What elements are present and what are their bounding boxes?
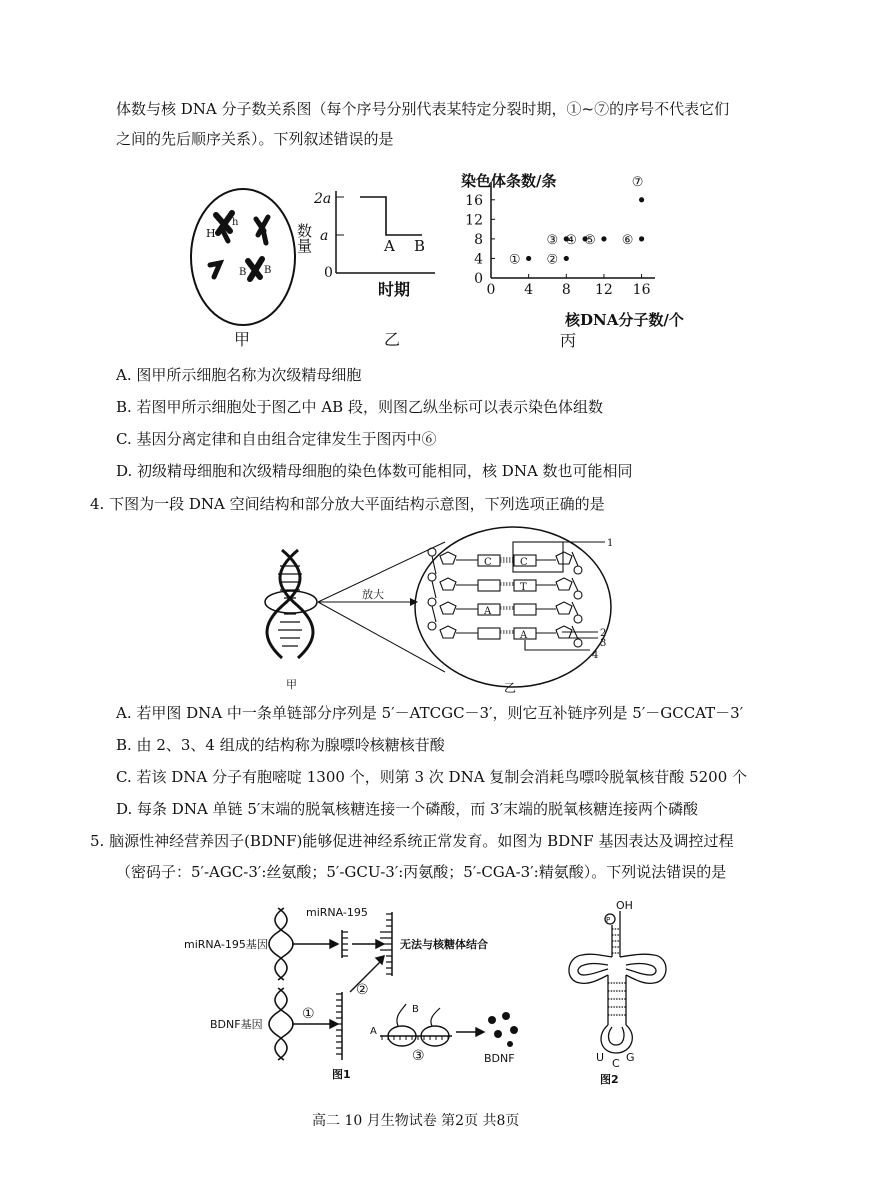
- blocked-label: 无法与核糖体结合: [400, 938, 488, 951]
- gene-label-h: h: [232, 217, 239, 228]
- step-3-label: ③: [412, 1048, 425, 1064]
- chart-point-label: ④: [565, 232, 577, 248]
- gene-label-B2: B: [264, 265, 272, 276]
- q4-dna-figure: [260, 522, 630, 697]
- base-right-4-A: A: [520, 630, 528, 641]
- gene-label-H: H: [206, 227, 216, 240]
- page-footer: 高二 10 月生物试卷 第2页 共8页: [312, 1113, 520, 1129]
- chart-point-label: ③: [546, 232, 559, 248]
- q5-figure-2-trna: [560, 895, 680, 1085]
- yi-ytick-0: 0: [324, 265, 333, 281]
- chart-point: [639, 236, 644, 241]
- trna-p-label: P: [606, 916, 611, 924]
- gene-label-B1: B: [239, 267, 247, 278]
- chart-xtick-label: 16: [632, 282, 651, 298]
- base-right-1-C: C: [520, 557, 528, 568]
- step-1-label: ①: [302, 1006, 315, 1022]
- chart-point: [639, 197, 644, 202]
- yi-xlabel: 时期: [378, 280, 411, 299]
- figure-bing-caption: 丙: [560, 331, 577, 350]
- label-2: 2: [600, 628, 607, 639]
- chart-point-label: ②: [546, 252, 559, 268]
- figure-bing-scatter: [455, 168, 705, 353]
- q5-stem-line-1: 5. 脑源性神经营养因子(BDNF)能够促进神经系统正常发育。如图为 BDNF 基因表达及调控过程: [90, 832, 734, 850]
- base-left-1: C: [484, 557, 492, 568]
- intro-line-1: 体数与核 DNA 分子数关系图（每个序号分别代表某特定分裂时期，①~⑦的序号不代表它们: [116, 100, 730, 118]
- q4-arrow-label: 放大: [362, 588, 384, 601]
- step-2-label: ②: [356, 982, 369, 998]
- chart-point-label: ⑤: [584, 232, 596, 248]
- figure-jia-caption: 甲: [234, 330, 251, 349]
- label-3: 3: [600, 638, 607, 649]
- gene-mirna195-label: miRNA-195基因: [184, 938, 268, 951]
- chart-point-label: ①: [508, 252, 521, 268]
- q3-option-d: D. 初级精母细胞和次级精母细胞的染色体数可能相同，核 DNA 数也可能相同: [116, 462, 633, 480]
- chart-ytick-label: 8: [474, 231, 483, 248]
- yi-label-B: B: [414, 237, 426, 255]
- chart-ytick-label: 16: [465, 192, 483, 209]
- chart-point: [526, 256, 531, 261]
- trna-oh-label: OH: [616, 899, 633, 912]
- q4-stem: 4. 下图为一段 DNA 空间结构和部分放大平面结构示意图，下列选项正确的是: [90, 495, 605, 513]
- chart-point: [564, 256, 569, 261]
- yi-ytick-2a: 2a: [314, 191, 332, 207]
- yi-label-A: A: [384, 237, 395, 255]
- chart-ytick-label: 0: [474, 271, 483, 287]
- chart-point: [601, 236, 606, 241]
- figure-1-caption: 图1: [332, 1068, 351, 1081]
- anticodon-U: U: [596, 1051, 605, 1064]
- chart-xtick-label: 8: [561, 282, 571, 298]
- chart-point-label: ⑥: [621, 232, 634, 248]
- base-right-2-T: T: [520, 582, 527, 593]
- label-A: A: [370, 1026, 377, 1037]
- q3-option-c: C. 基因分离定律和自由组合定律发生于图丙中⑥: [116, 430, 437, 448]
- chart-ytick-label: 4: [474, 251, 483, 268]
- q5-stem-line-2: （密码子：5′-AGC-3′:丝氨酸；5′-GCU-3′:丙氨酸；5′-CGA-3′:精氨酸）。下列说法错误的是: [116, 863, 727, 881]
- chart-ytick-label: 12: [465, 212, 483, 229]
- anticodon-C: C: [612, 1057, 620, 1070]
- figure-2-caption: 图2: [600, 1073, 619, 1086]
- q4-option-d: D. 每条 DNA 单链 5′末端的脱氧核糖连接一个磷酸，而 3′末端的脱氧核糖连接两个磷酸: [116, 800, 698, 818]
- dna-helix-icon: [265, 550, 317, 658]
- q4-option-a: A. 若甲图 DNA 中一条单链部分序列是 5′－ATCGC－3′，则它互补链序列是 5′－GCCAT－3′: [116, 704, 744, 722]
- mirna195-label: miRNA-195: [306, 906, 368, 919]
- figure-yi-graph: [295, 183, 440, 349]
- chart-xlabel: 核DNA分子数/个: [565, 311, 684, 329]
- yi-ylabel: 数量: [295, 223, 313, 253]
- intro-line-2: 之间的先后顺序关系）。下列叙述错误的是: [116, 130, 394, 148]
- q4-option-b: B. 由 2、3、4 组成的结构称为腺嘌呤核糖核苷酸: [116, 736, 445, 754]
- q3-option-b: B. 若图甲所示细胞处于图乙中 AB 段，则图乙纵坐标可以表示染色体组数: [116, 398, 603, 416]
- chart-xtick-label: 12: [595, 282, 613, 298]
- q3-option-a: A. 图甲所示细胞名称为次级精母细胞: [116, 366, 362, 384]
- chart-ylabel: 染色体条数/条: [461, 172, 557, 190]
- q4-option-c: C. 若该 DNA 分子有胞嘧啶 1300 个，则第 3 次 DNA 复制会消耗鸟嘌呤脱氧核苷酸 5200 个: [116, 768, 748, 786]
- gene-bdnf-label: BDNF基因: [210, 1018, 263, 1031]
- base-left-3-A: A: [484, 606, 492, 617]
- chart-point-label: ⑦: [631, 174, 644, 190]
- product-label: BDNF: [484, 1052, 515, 1065]
- label-1: 1: [607, 538, 614, 549]
- chart-xtick-label: 0: [486, 282, 496, 298]
- label-4: 4: [592, 650, 599, 661]
- figure-jia-cell: [188, 185, 300, 349]
- yi-ytick-a: a: [320, 228, 329, 244]
- label-B: B: [412, 1004, 419, 1015]
- q4-label-jia: 甲: [286, 678, 297, 691]
- figure-yi-caption: 乙: [384, 330, 401, 349]
- anticodon-G: G: [626, 1051, 635, 1064]
- chart-xtick-label: 4: [524, 282, 534, 298]
- q5-figure-1: [180, 900, 550, 1080]
- q4-label-yi: 乙: [504, 681, 517, 695]
